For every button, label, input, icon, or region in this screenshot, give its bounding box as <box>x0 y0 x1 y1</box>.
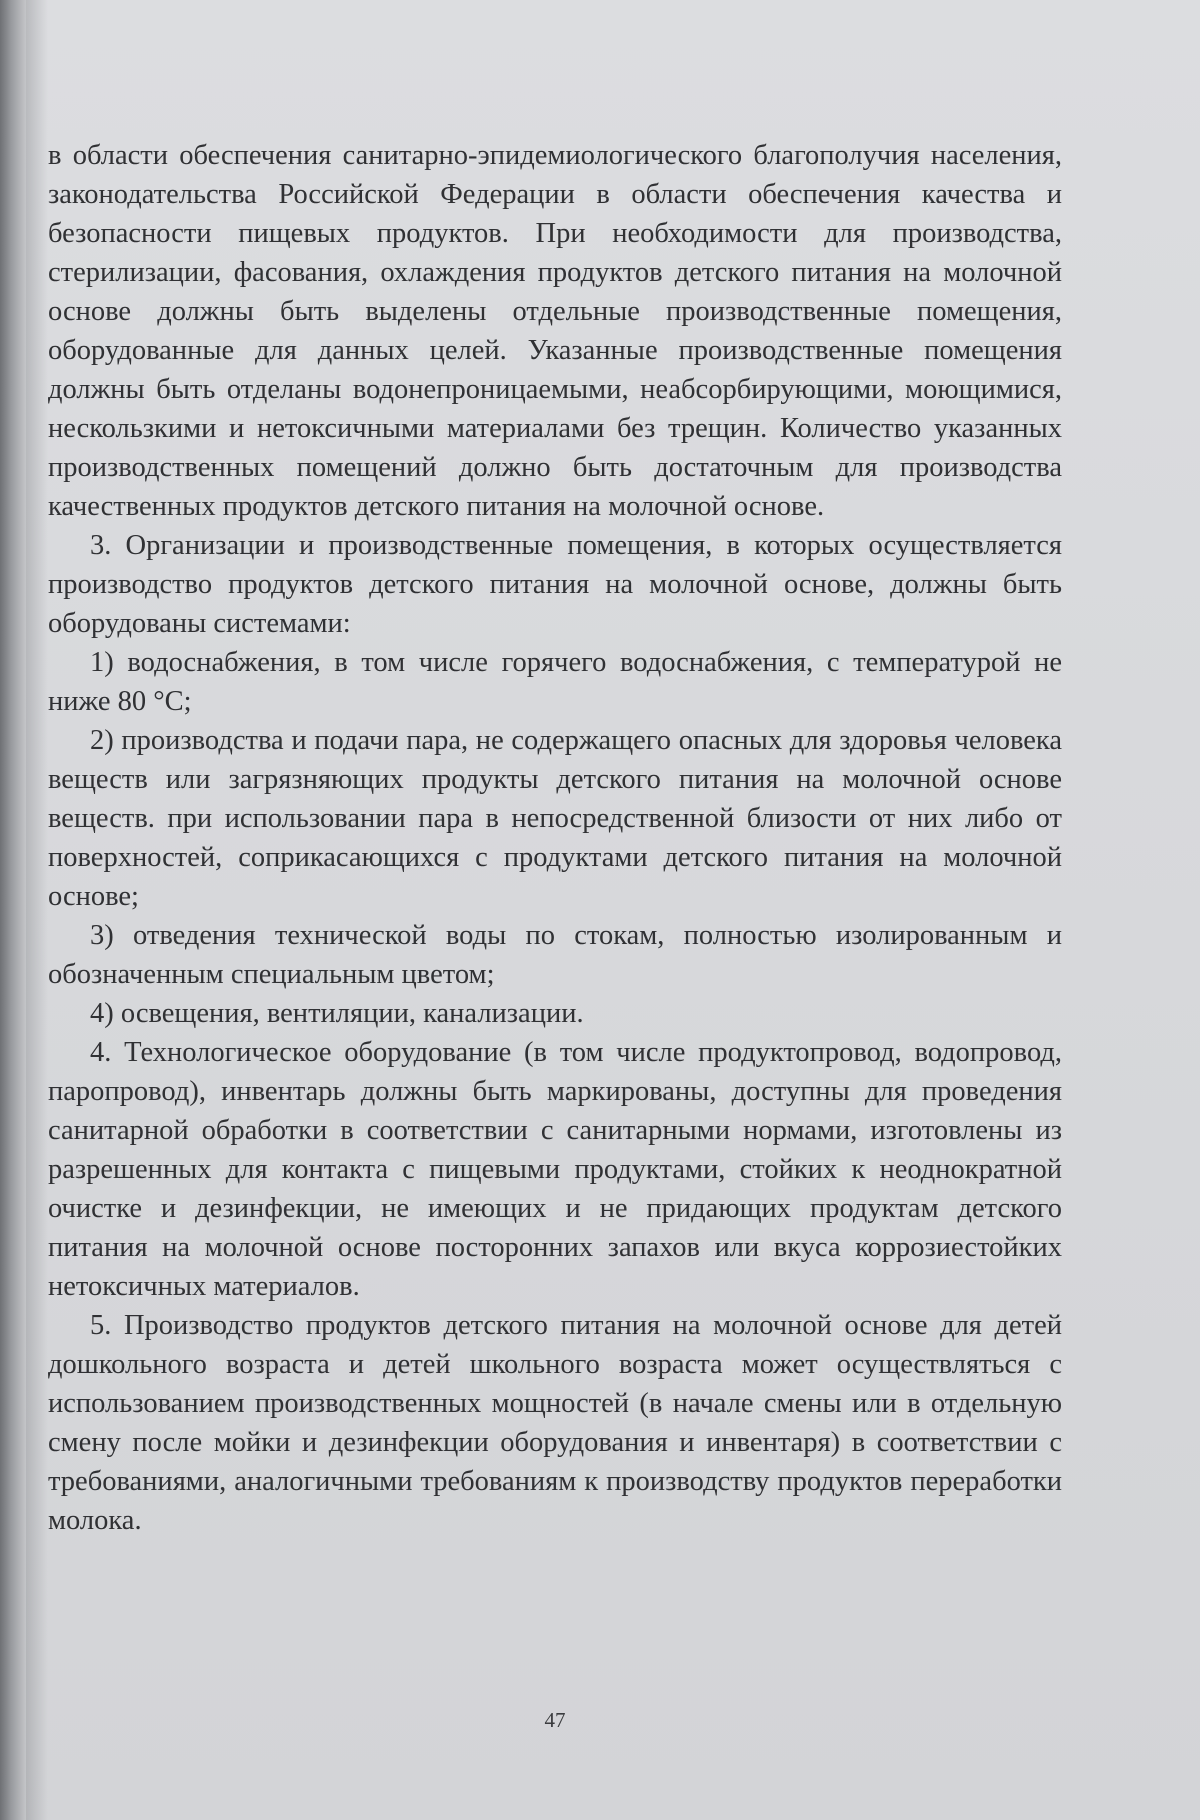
paragraph-subitem-3: 3) отведения технической воды по стокам, полностью изолированным и обозначенным специальным цветом; <box>48 920 1062 990</box>
paragraph-item-4: 4. Технологическое оборудование (в том числе продуктопровод, водопровод, паропровод), инвентарь должны быть маркированы, доступны для проведения санитарной обработки в соответствии с санитарными нормами, изготовлены из разрешенных для контакта с пищевыми продуктами, стойких к неоднократной очистке и дезинфекции, не имеющих и не придающих продуктам детского питания на молочной основе посторонних запахов или вкуса коррозиестойких нетоксичных материалов. <box>48 1037 1062 1302</box>
binding-spine <box>0 0 26 1820</box>
paragraph-subitem-4: 4) освещения, вентиляции, канализации. <box>90 998 584 1029</box>
binding-shadow <box>26 0 48 1820</box>
paragraph-item-3: 3. Организации и производственные помещения, в которых осуществляется производство продуктов детского питания на молочной основе, должны быть оборудованы системами: <box>48 530 1062 639</box>
body-text <box>48 136 1062 1540</box>
paragraph-continuation: в области обеспечения санитарно-эпидемиологического благополучия населения, законодательства Российской Федерации в области обеспечения качества и безопасности пищевых продуктов. При необходимости для производства, стерилизации, фасования, охлаждения продуктов детского питания на молочной основе должны быть выделены отдельные производственные помещения, оборудованные для данных целей. Указанные производственные помещения должны быть отделаны водонепроницаемыми, неабсорбирующими, моющимися, нескользкими и нетоксичными материалами без трещин. Количество указанных производственных помещений должно быть достаточным для производства качественных продуктов детского питания на молочной основе. <box>48 140 1062 522</box>
paragraph-subitem-1: 1) водоснабжения, в том числе горячего водоснабжения, с температурой не ниже 80 °С; <box>48 647 1062 717</box>
paragraph-item-5: 5. Производство продуктов детского питания на молочной основе для детей дошкольного возраста и детей школьного возраста может осуществляться с использованием производственных мощностей (в начале смены или в отдельную смену после мойки и дезинфекции оборудования и инвентаря) в соответствии с требованиями, аналогичными требованиям к производству продуктов переработки молока. <box>48 1310 1062 1536</box>
page-number: 47 <box>544 1708 566 1732</box>
paragraph-subitem-2: 2) производства и подачи пара, не содержащего опасных для здоровья человека веществ или загрязняющих продукты детского питания на молочной основе веществ. при использовании пара в непосредственной близости от них либо от поверхностей, соприкасающихся с продуктами детского питания на молочной основе; <box>48 725 1062 912</box>
